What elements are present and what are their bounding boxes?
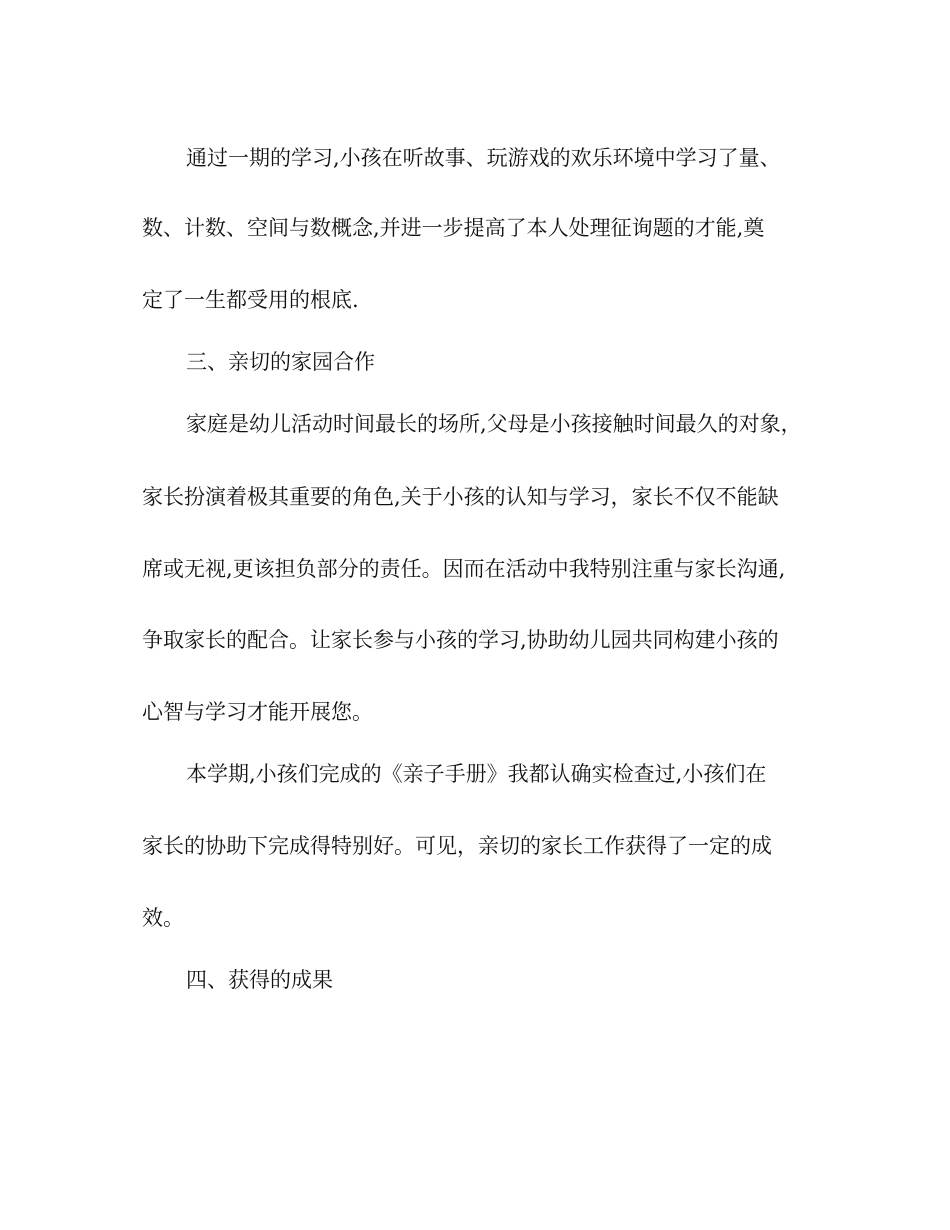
paragraph-line: 席或无视,更该担负部分的责任。因而在活动中我特别注重与家长沟通,: [142, 557, 786, 581]
paragraph-line: 争取家长的配合。让家长参与小孩的学习,协助幼儿园共同构建小孩的: [142, 628, 779, 652]
paragraph-line: 通过一期的学习,小孩在听故事、玩游戏的欢乐环境中学习了量、: [186, 146, 781, 170]
section-heading: 四、获得的成果: [186, 968, 333, 992]
paragraph-line: 数、计数、空间与数概念,并进一步提高了本人处理征询题的才能,奠: [142, 216, 765, 240]
paragraph-line: 家长的协助下完成得特别好。可见，亲切的家长工作获得了一定的成: [142, 834, 772, 858]
paragraph-line: 定了一生都受用的根底.: [142, 288, 359, 312]
paragraph-line: 本学期,小孩们完成的《亲子手册》我都认确实检查过,小孩们在: [186, 762, 767, 786]
paragraph-line: 效。: [142, 906, 184, 930]
paragraph-line: 家长扮演着极其重要的角色,关于小孩的认知与学习，家长不仅不能缺: [142, 485, 779, 509]
section-heading: 三、亲切的家园合作: [186, 350, 375, 374]
paragraph-line: 家庭是幼儿活动时间最长的场所,父母是小孩接触时间最久的对象，: [186, 412, 802, 436]
paragraph-line: 心智与学习才能开展您。: [142, 700, 373, 724]
